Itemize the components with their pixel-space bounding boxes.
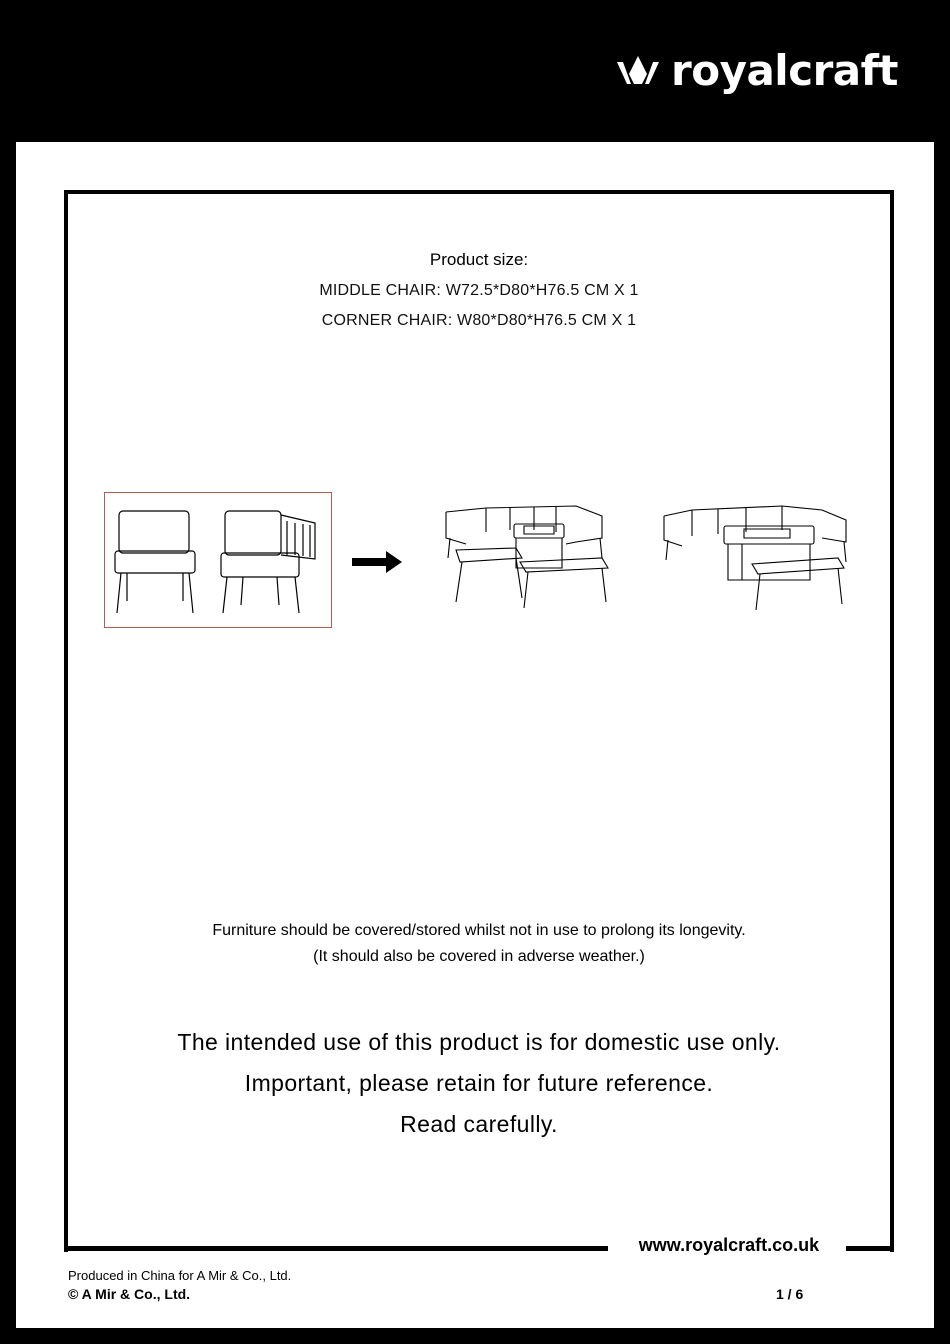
frame-divider-left: [64, 1246, 608, 1251]
middle-chair-size: MIDDLE CHAIR: W72.5*D80*H76.5 CM X 1: [319, 282, 639, 299]
produced-in-text: Produced in China for A Mir & Co., Ltd.: [68, 1268, 292, 1283]
brand-name: royalcraft: [671, 46, 898, 95]
frame-divider-right: [846, 1246, 890, 1251]
care-instructions: [64, 918, 894, 970]
brand-logo: [615, 46, 898, 95]
usage-notice: [64, 1022, 894, 1145]
product-size-title: Product size:: [429, 250, 529, 269]
footer-legal: [68, 1266, 291, 1304]
website-link[interactable]: www.royalcraft.co.uk: [638, 1235, 820, 1255]
notice-line-2: Important, please retain for future reference.: [244, 1070, 714, 1096]
arrow-right-icon: [350, 550, 406, 574]
set-drawing-a: [426, 498, 626, 628]
page-number: 1 / 6: [776, 1286, 804, 1302]
corner-chair-size: CORNER CHAIR: W80*D80*H76.5 CM X 1: [321, 312, 637, 329]
product-size-block: [64, 250, 894, 342]
crown-logo-icon: [615, 54, 661, 88]
care-line-1: Furniture should be covered/stored whilst not in use to prolong its longevity.: [212, 922, 746, 939]
copyright-text: © A Mir & Co., Ltd.: [68, 1286, 191, 1302]
middle-chair-drawing: [105, 493, 331, 627]
care-line-2: (It should also be covered in adverse weather.): [313, 948, 645, 965]
notice-line-1: The intended use of this product is for domestic use only.: [177, 1029, 781, 1055]
notice-line-3: Read carefully.: [400, 1111, 558, 1137]
parts-box: [104, 492, 332, 628]
document-page: [16, 142, 934, 1328]
header-bar: [0, 0, 950, 142]
set-drawing-b: [652, 498, 852, 628]
